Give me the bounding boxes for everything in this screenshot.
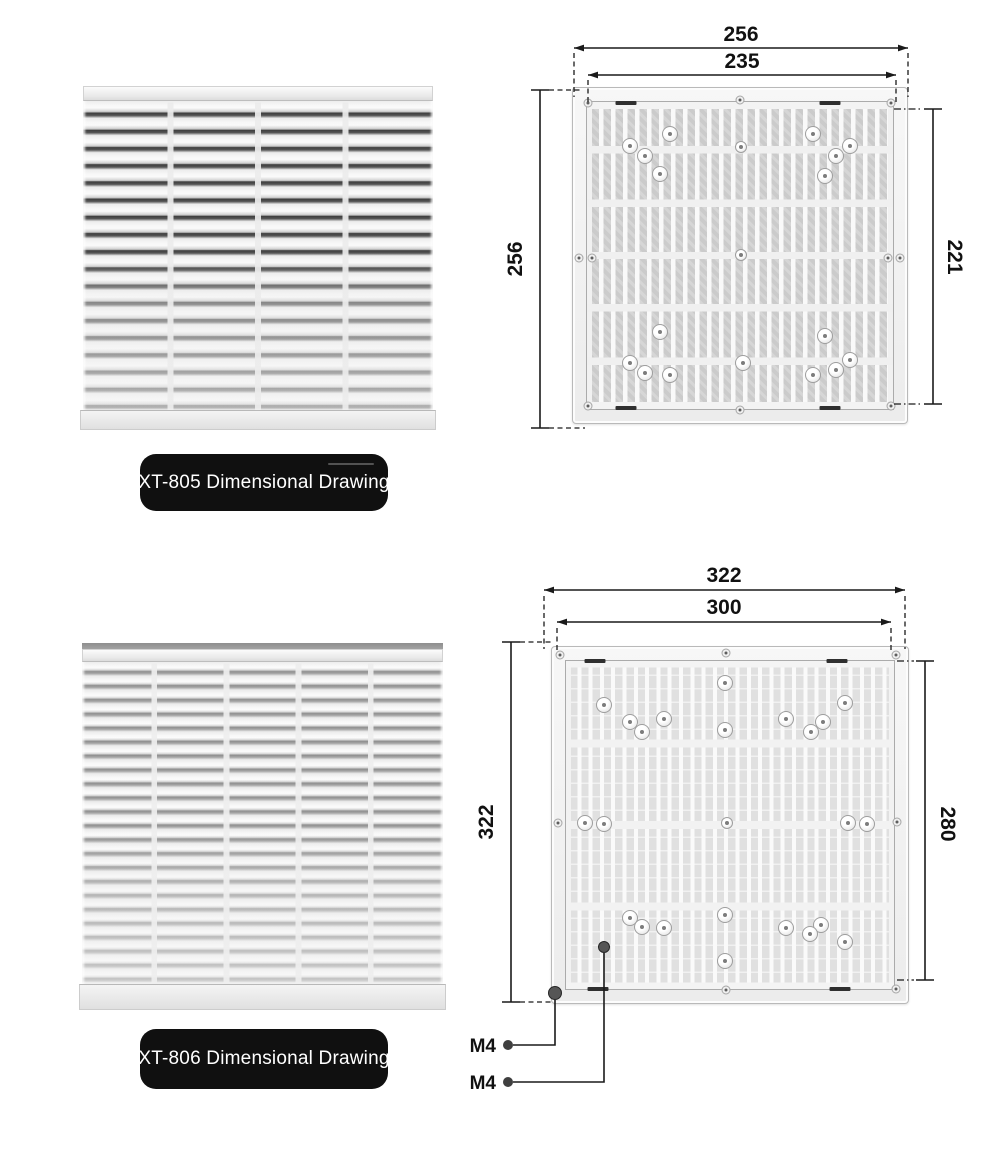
xt806-dim-outer-height [475,642,552,1002]
caption-text: XT-806 Dimensional Drawing [138,1048,390,1069]
xt806-m4-panel-callout [470,942,610,1095]
xt805-dim-outer-height [504,90,585,428]
dim-value: 256 [723,23,759,46]
dim-value: 322 [475,804,498,840]
xt805-dim-mount-height [894,109,966,404]
xt806-dim-mount-height [897,661,959,980]
dim-value: 280 [936,806,959,842]
dim-value: 256 [504,241,527,277]
thread-label: M4 [469,1036,496,1057]
xt806-m4-corner-callout [470,987,562,1058]
dim-value: 221 [943,239,966,275]
thread-label: M4 [469,1073,496,1094]
xt806-dim-mount-width [557,596,891,653]
dim-value: 235 [724,50,760,73]
caption-text: XT-805 Dimensional Drawing [138,471,390,493]
dim-value: 322 [706,564,742,587]
xt805-dim-mount-width [588,50,896,103]
dim-value: 300 [706,596,742,619]
